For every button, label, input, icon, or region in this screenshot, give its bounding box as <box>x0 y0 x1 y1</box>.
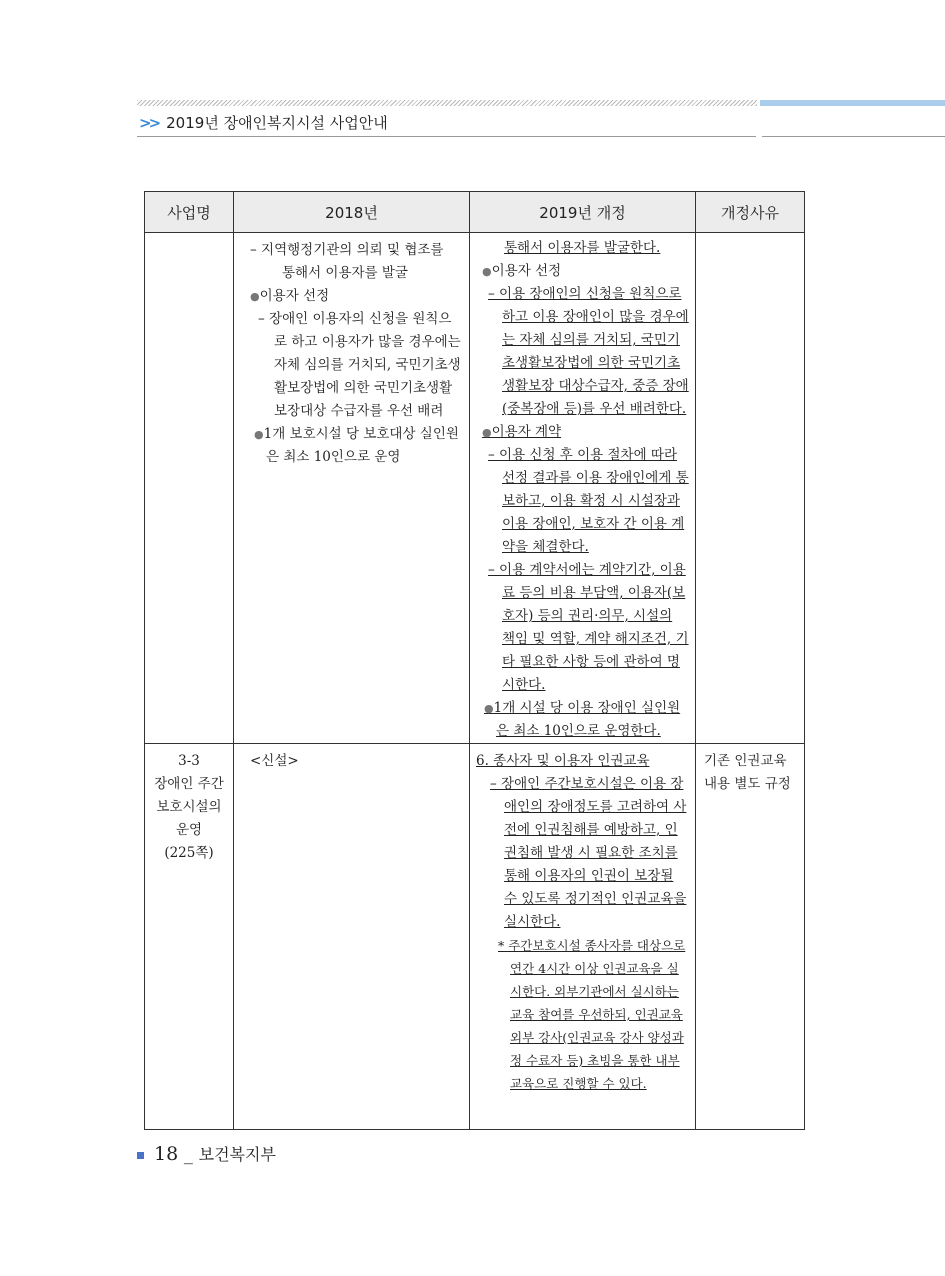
list-item: – 이용 계약서에는 계약기간, 이용료 등의 비용 부담액, 이용자(보호자) 등의 권리·의무, 시설의 책임 및 역할, 계약 해지조건, 기타 필요한 사항 등에 관하여 명시한다. <box>488 562 689 693</box>
col-header-2019: 2019년 개정 <box>470 192 696 233</box>
bullet-icon: ● <box>250 290 260 303</box>
section-title: 6. 종사자 및 이용자 인권교육 <box>476 753 650 769</box>
bullet-icon: ● <box>482 426 492 439</box>
header-rule-right <box>762 136 945 137</box>
section-name: 보호시설의 <box>156 799 222 815</box>
running-header <box>139 112 388 133</box>
header-accent-bar <box>760 100 945 106</box>
list-item: ●1개 보호시설 당 보호대상 실인원은 최소 10인으로 운영 <box>254 426 459 465</box>
list-item: – 이용 장애인의 신청을 원칙으로 하고 이용 장애인이 많을 경우에는 자체 심의를 거치되, 국민기초생활보장법에 의한 국민기초생활보장 대상수급자, 중증 장애(중복장애 등)를 우선 배려한다. <box>488 286 689 417</box>
section-page: (225쪽) <box>164 845 214 861</box>
square-icon <box>137 1152 144 1159</box>
table-row <box>145 744 805 1130</box>
list-item: ●이용자 선정 <box>250 288 330 304</box>
row2-2018-cell <box>234 744 470 1130</box>
row2-reason-cell <box>696 744 805 1130</box>
row2-name-cell <box>145 744 234 1130</box>
col-header-reason: 개정사유 <box>696 192 805 233</box>
bullet-icon: ● <box>482 265 492 278</box>
list-item: ●1개 시설 당 이용 장애인 실인원은 최소 10인으로 운영한다. <box>484 700 681 739</box>
page-footer: 18 _ 보건복지부 <box>137 1142 276 1165</box>
double-chevron-right-icon: >> <box>139 114 159 132</box>
publisher-name: 보건복지부 <box>198 1145 276 1164</box>
list-item: – 이용 신청 후 이용 절차에 따라 선정 결과를 이용 장애인에게 통보하고, 이용 확정 시 시설장과 이용 장애인, 보호자 간 이용 계약을 체결한다. <box>488 447 689 555</box>
note-item: * 주간보호시설 종사자를 대상으로 연간 4시간 이상 인권교육을 실시한다. 외부기관에서 실시하는 교육 참여를 우선하되, 인권교육 외부 강사(인권교육 강사 양성과정 수료자 등) 초빙을 통한 내부 교육으로 진행할 수 있다. <box>498 938 686 1091</box>
bullet-icon: ● <box>254 428 264 441</box>
row1-2019-cell <box>470 233 696 744</box>
section-number: 3-3 <box>178 753 200 769</box>
row2-2019-cell <box>470 744 696 1130</box>
table-row <box>145 233 805 744</box>
list-item: – 지역행정기관의 의뢰 및 협조를 통해서 이용자를 발굴 <box>250 242 444 281</box>
list-item: – 장애인 이용자의 신청을 원칙으로 하고 이용자가 많을 경우에는 자체 심의를 거치되, 국민기초생활보장법에 의한 국민기초생활보장대상 수급자를 우선 배려 <box>258 311 461 419</box>
col-header-2018: 2018년 <box>234 192 470 233</box>
revision-reason: 기존 인권교육 내용 별도 규정 <box>704 753 791 792</box>
header-hatch-bar <box>137 100 757 106</box>
list-item: – 장애인 주간보호시설은 이용 장애인의 장애정도를 고려하여 사전에 인권침해를 예방하고, 인권침해 발생 시 필요한 조치를 통해 이용자의 인권이 보장될 수 있도록 정기적인 인권교육을 실시한다. <box>490 776 687 930</box>
table-header-row <box>145 192 805 233</box>
list-item: 통해서 이용자를 발굴한다. <box>504 240 661 256</box>
list-item: ●이용자 선정 <box>482 263 562 279</box>
new-marker: <신설> <box>250 753 299 769</box>
row1-2018-cell <box>234 233 470 744</box>
row1-reason-cell <box>696 233 805 744</box>
row1-name-cell <box>145 233 234 744</box>
section-name: 장애인 주간 <box>154 776 224 792</box>
header-rule <box>137 136 756 137</box>
revision-table <box>144 191 805 1130</box>
page-number: 18 <box>154 1143 179 1165</box>
list-item: ●이용자 계약 <box>482 424 562 440</box>
bullet-icon: ● <box>484 702 494 715</box>
running-header-title: 2019년 장애인복지시설 사업안내 <box>166 114 388 132</box>
section-name: 운영 <box>175 822 203 838</box>
col-header-business: 사업명 <box>145 192 234 233</box>
